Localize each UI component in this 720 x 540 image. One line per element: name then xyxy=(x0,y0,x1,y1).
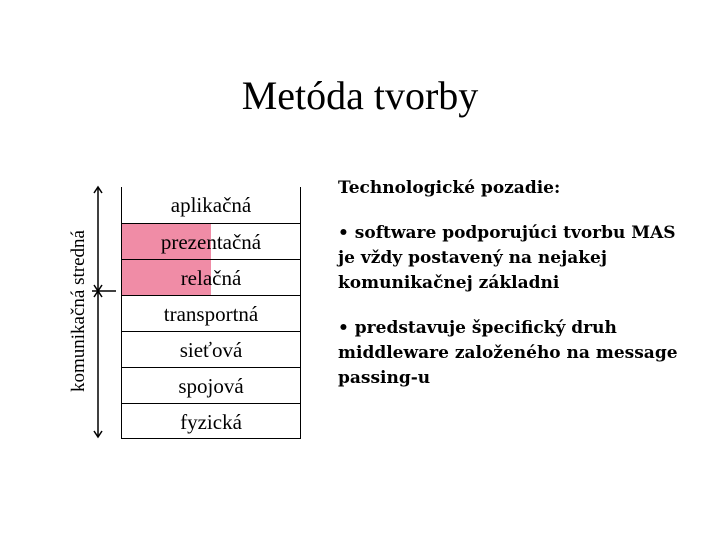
layer-transport: transportná xyxy=(122,295,300,331)
bullet-item: • software podporujúci tvorbu MAS je vždy postavený na nejakej komunikačnej základni xyxy=(338,223,676,293)
layer-session: relačná xyxy=(122,259,300,295)
double-arrow-icon xyxy=(86,184,116,440)
slide-title: Metóda tvorby xyxy=(241,73,479,118)
osi-layer-stack xyxy=(121,187,301,439)
background-text-block xyxy=(338,176,698,411)
layer-network: sieťová xyxy=(122,331,300,367)
layer-datalink: spojová xyxy=(122,367,300,403)
layer-application: aplikačná xyxy=(170,193,252,217)
background-heading: Technologické pozadie: xyxy=(338,178,561,198)
layer-physical: fyzická xyxy=(122,403,300,439)
layer-presentation: prezentačná xyxy=(122,223,300,259)
bullet-item: • predstavuje špecifický druh middleware založeného na message passing-u xyxy=(338,318,678,388)
middleware-side-label: komunikačná stredná xyxy=(68,230,89,392)
